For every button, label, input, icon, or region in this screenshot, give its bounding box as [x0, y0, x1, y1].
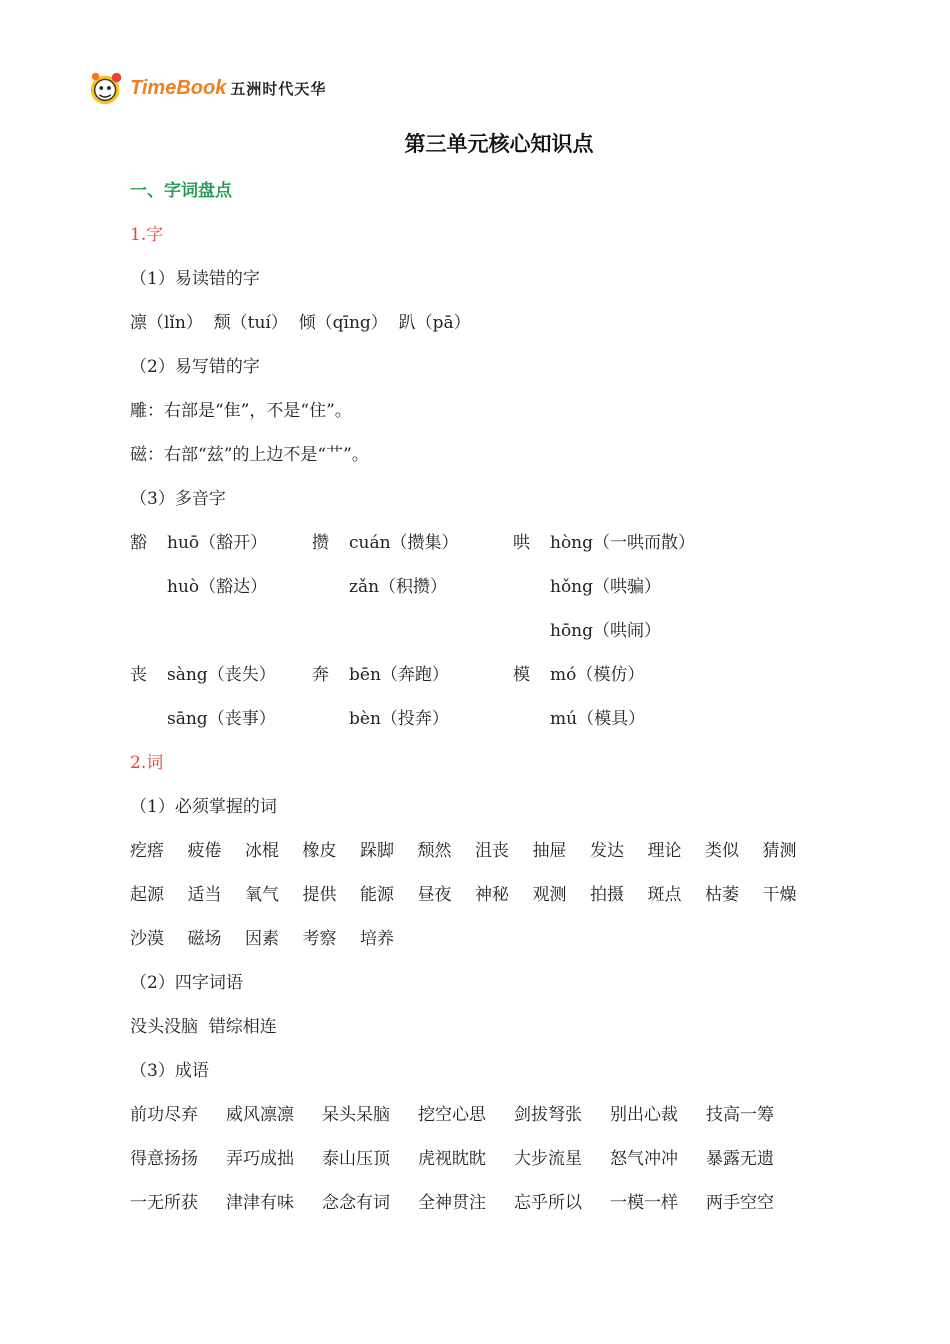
polyphone-reading: bèn（投奔）	[349, 709, 449, 729]
vocab-word: 考察	[302, 929, 337, 949]
polyphone-reading: huò（豁达）	[167, 577, 268, 597]
page-title: 第三单元核心知识点	[404, 132, 594, 156]
vocab-word: 昼夜	[417, 885, 452, 905]
idiom: 呆头呆脑	[322, 1105, 390, 1125]
vocab-word-row	[130, 884, 820, 906]
polyphone-reading: mó（模仿）	[550, 665, 645, 685]
must-know-label: （1）必须掌握的词	[130, 797, 277, 817]
polyphone-reading: cuán（攒集）	[349, 533, 459, 553]
idiom: 虎视眈眈	[418, 1149, 486, 1169]
idiom: 大步流星	[514, 1149, 582, 1169]
vocab-word: 斑点	[647, 885, 682, 905]
four-char-label: （2）四字词语	[130, 973, 243, 993]
easy-read-label: （1）易读错的字	[130, 269, 260, 289]
idiom-row	[130, 1192, 802, 1214]
vocab-word: 干燥	[762, 885, 797, 905]
brand-logo	[88, 68, 326, 108]
idiom: 两手空空	[706, 1193, 774, 1213]
idiom: 一模一样	[610, 1193, 678, 1213]
polyphone-reading: mú（模具）	[550, 709, 646, 729]
polyphone-reading: hǒng（哄骗）	[550, 577, 662, 597]
vocab-word: 磁场	[187, 929, 222, 949]
vocab-word: 培养	[360, 929, 394, 949]
polyphone-reading: bēn（奔跑）	[349, 665, 449, 685]
idiom-label: （3）成语	[130, 1061, 209, 1081]
brand-name-cn: 五洲时代天华	[230, 79, 327, 98]
polyphone-char: 哄	[513, 533, 530, 553]
polyphone-reading: sāng（丧事）	[167, 709, 276, 729]
idiom: 一无所获	[130, 1193, 198, 1213]
vocab-word: 橡皮	[302, 841, 337, 861]
vocab-word: 因素	[245, 929, 279, 949]
vocab-word: 起源	[130, 885, 164, 905]
idiom: 威风凛凛	[226, 1105, 294, 1125]
idiom-row	[130, 1104, 802, 1126]
vocab-word: 颓然	[417, 841, 452, 861]
vocab-word: 抽屉	[532, 841, 567, 861]
idiom: 弄巧成拙	[226, 1149, 294, 1169]
idiom: 前功尽弃	[130, 1105, 198, 1125]
subsection-words: 2.词	[130, 753, 164, 773]
polyphone-label: （3）多音字	[130, 489, 226, 509]
idiom: 怒气冲冲	[610, 1149, 678, 1169]
idiom: 忘乎所以	[514, 1193, 582, 1213]
section-heading: 一、字词盘点	[130, 181, 232, 201]
vocab-word-row	[130, 928, 418, 950]
subsection-characters: 1.字	[130, 225, 164, 245]
vocab-word: 理论	[647, 841, 682, 861]
polyphone-reading: huō（豁开）	[167, 533, 268, 553]
four-char-line: 没头没脑 错综相连	[130, 1017, 277, 1037]
vocab-word: 跺脚	[360, 841, 394, 861]
polyphone-reading: hōng（哄闹）	[550, 621, 662, 641]
polyphone-char: 模	[513, 665, 530, 685]
vocab-word: 拍摄	[590, 885, 624, 905]
vocab-word: 疙瘩	[130, 841, 164, 861]
vocab-word: 能源	[360, 885, 394, 905]
vocab-word: 发达	[590, 841, 624, 861]
idiom: 泰山压顶	[322, 1149, 390, 1169]
idiom: 全神贯注	[418, 1193, 486, 1213]
polyphone-char: 攒	[312, 533, 329, 553]
idiom: 得意扬扬	[130, 1149, 198, 1169]
vocab-word: 沙漠	[130, 929, 164, 949]
polyphone-reading: sàng（丧失）	[167, 665, 276, 685]
idiom: 技高一筹	[706, 1105, 774, 1125]
vocab-word: 沮丧	[475, 841, 509, 861]
timebook-mascot-icon	[88, 69, 126, 107]
easy-write-item: 雕：右部是“隹”，不是“住”。	[130, 401, 352, 421]
easy-read-line: 凛（lǐn） 颓（tuí） 倾（qīng） 趴（pā）	[130, 313, 471, 333]
vocab-word: 观测	[532, 885, 567, 905]
easy-write-item: 磁：右部“兹”的上边不是“艹”。	[130, 445, 369, 465]
idiom: 念念有词	[322, 1193, 390, 1213]
polyphone-char: 丧	[130, 665, 147, 685]
polyphone-char: 奔	[312, 665, 329, 685]
vocab-word: 适当	[187, 885, 222, 905]
polyphone-char: 豁	[130, 533, 147, 553]
idiom: 别出心裁	[610, 1105, 678, 1125]
vocab-word: 氧气	[245, 885, 279, 905]
vocab-word: 枯萎	[705, 885, 739, 905]
vocab-word: 提供	[302, 885, 337, 905]
vocab-word-row	[130, 840, 820, 862]
idiom: 津津有味	[226, 1193, 294, 1213]
idiom: 挖空心思	[418, 1105, 486, 1125]
brand-name: TimeBook	[130, 76, 227, 99]
polyphone-reading: hòng（一哄而散）	[550, 533, 696, 553]
vocab-word: 神秘	[475, 885, 509, 905]
idiom: 剑拔弩张	[514, 1105, 582, 1125]
idiom: 暴露无遗	[706, 1149, 774, 1169]
vocab-word: 类似	[705, 841, 739, 861]
vocab-word: 疲倦	[187, 841, 222, 861]
idiom-row	[130, 1148, 802, 1170]
easy-write-label: （2）易写错的字	[130, 357, 260, 377]
vocab-word: 冰棍	[245, 841, 279, 861]
vocab-word: 猜测	[762, 841, 797, 861]
polyphone-reading: zǎn（积攒）	[349, 577, 448, 597]
